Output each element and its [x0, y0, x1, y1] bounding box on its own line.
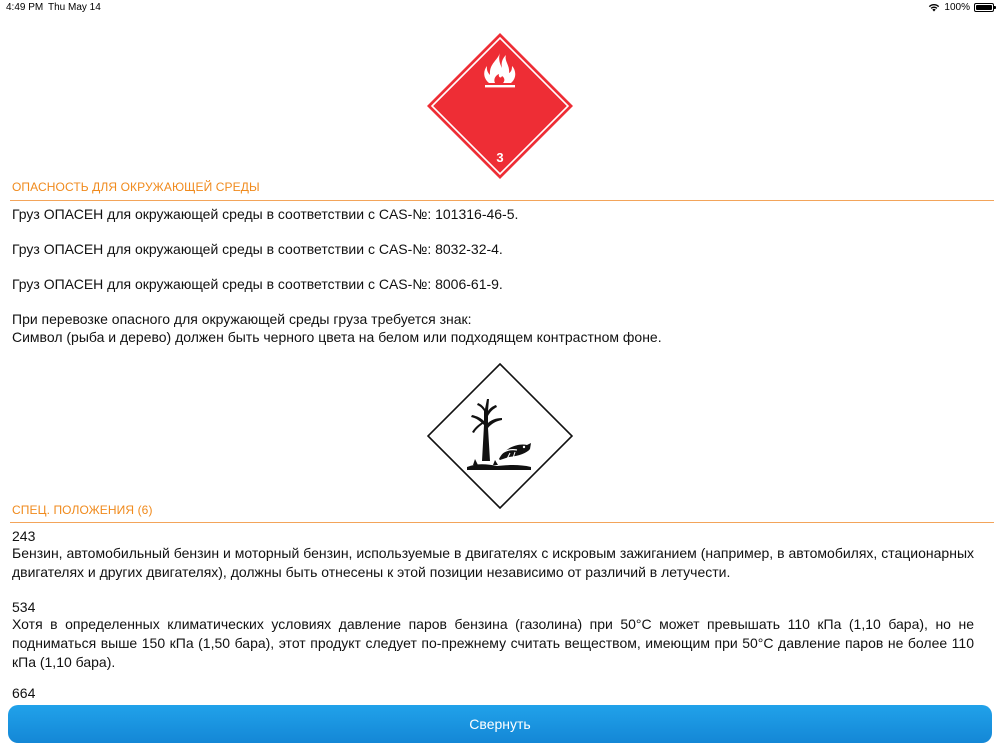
provision-code-664: 664	[12, 685, 36, 701]
sign-requirement-line-2: Символ (рыба и дерево) должен быть черного цвета на белом или подходящем контрастном фоне.	[12, 329, 662, 345]
environment-section-title: ОПАСНОСТЬ ДЛЯ ОКРУЖАЮЩЕЙ СРЕДЫ	[12, 180, 260, 194]
provision-text-534: Хотя в определенных климатических условиях давление паров бензина (газолина) при 50°С может превышать 110 кПа (1,10 бара), но не подниматься выше 150 кПа (1,50 бара), этот продукт следует по-прежнему считать веществом, имеющим при 50°С давление паров не более 110 кПа (1,10 бара).	[12, 616, 974, 670]
section-divider	[10, 522, 994, 523]
provision-code-243: 243	[12, 528, 36, 544]
collapse-button[interactable]: Свернуть	[8, 705, 992, 743]
battery-percent: 100%	[944, 2, 970, 13]
sign-requirement-line-1: При перевозке опасного для окружающей среды груза требуется знак:	[12, 311, 472, 327]
environmental-hazard-icon	[427, 363, 573, 509]
status-right	[928, 2, 994, 13]
wifi-icon	[928, 3, 940, 12]
provision-code-534: 534	[12, 599, 36, 615]
provision-text-243: Бензин, автомобильный бензин и моторный бензин, используемые в двигателях с искровым зажиганием (например, в автомобилях, стационарных двигателях и других двигателях), должны быть отнесены к этой позиции независимо от различий в летучести.	[12, 545, 974, 580]
status-time: 4:49 PM	[6, 2, 44, 13]
environment-line-2: Груз ОПАСЕН для окружающей среды в соответствии с CAS-№: 8032-32-4.	[12, 241, 503, 257]
environment-line-1: Груз ОПАСЕН для окружающей среды в соответствии с CAS-№: 101316-46-5.	[12, 206, 519, 222]
status-date: Thu May 14	[48, 2, 101, 13]
battery-icon	[974, 3, 994, 12]
flammable-liquid-hazard-icon	[427, 33, 573, 179]
status-bar	[0, 0, 1000, 16]
environment-line-3: Груз ОПАСЕН для окружающей среды в соответствии с CAS-№: 8006-61-9.	[12, 276, 503, 292]
hazard-class-number: 3	[496, 150, 504, 165]
section-divider	[10, 200, 994, 201]
special-provisions-title: СПЕЦ. ПОЛОЖЕНИЯ (6)	[12, 503, 153, 517]
